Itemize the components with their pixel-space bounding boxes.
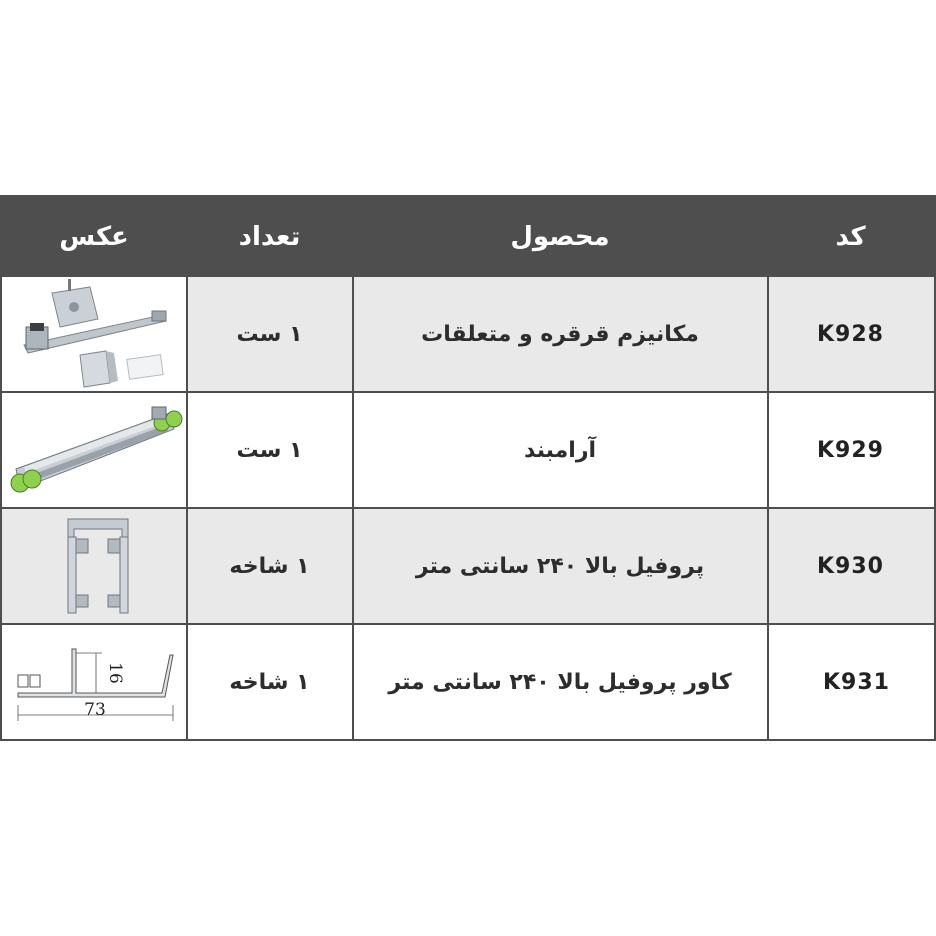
- damper-image: [2, 393, 186, 507]
- top-profile-image: [2, 509, 186, 623]
- header-product: محصول: [510, 222, 610, 252]
- product-quantity: ۱ ست: [236, 437, 303, 463]
- product-quantity: ۱ ست: [236, 321, 303, 347]
- table-row: [2, 509, 934, 623]
- product-quantity: ۱ شاخه: [229, 669, 310, 695]
- pulley-kit-image: [2, 277, 186, 391]
- table-header: [2, 197, 934, 277]
- column-divider: [352, 277, 354, 739]
- product-name: مکانیزم قرقره و متعلقات: [421, 321, 699, 347]
- table-row: [2, 625, 934, 739]
- header-code: کد: [835, 222, 866, 252]
- product-code: K931: [823, 669, 890, 695]
- product-name: پروفیل بالا ۲۴۰ سانتی متر: [415, 553, 705, 579]
- table-row: [2, 277, 934, 391]
- column-divider: [767, 277, 769, 739]
- product-code: K930: [817, 553, 884, 579]
- product-name: کاور پروفیل بالا ۲۴۰ سانتی متر: [388, 669, 732, 695]
- header-quantity: تعداد: [238, 222, 301, 252]
- width-dimension-label: 73: [84, 700, 106, 720]
- header-photo: عکس: [59, 222, 129, 252]
- product-quantity: ۱ شاخه: [229, 553, 310, 579]
- table-row: [2, 393, 934, 507]
- product-code: K928: [817, 321, 884, 347]
- product-table: [0, 195, 936, 741]
- product-name: آرامبند: [523, 437, 597, 463]
- column-divider: [186, 277, 188, 739]
- product-code: K929: [817, 437, 884, 463]
- height-dimension-label: 16: [105, 662, 125, 684]
- profile-cover-drawing: [2, 625, 186, 739]
